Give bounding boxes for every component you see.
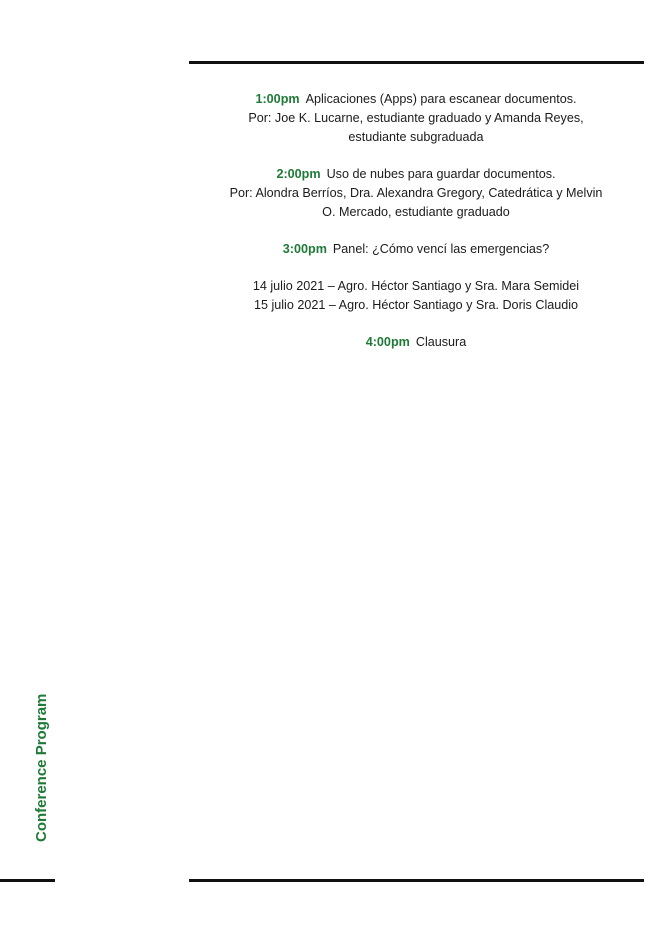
session-4-time: 4:00pm bbox=[365, 335, 410, 349]
session-4 bbox=[200, 333, 632, 352]
session-1 bbox=[200, 90, 632, 147]
session-1-time: 1:00pm bbox=[255, 92, 300, 106]
session-1-speakers-line-2: estudiante subgraduada bbox=[348, 130, 484, 144]
session-3-title: Panel: ¿Cómo vencí las emergencias? bbox=[332, 242, 550, 256]
session-2-speakers-line-2: O. Mercado, estudiante graduado bbox=[322, 205, 510, 219]
schedule-line-1: 14 julio 2021 – Agro. Héctor Santiago y Sra. Mara Semidei bbox=[252, 279, 580, 293]
session-3 bbox=[200, 240, 632, 259]
session-3-title-line bbox=[200, 240, 632, 259]
session-2 bbox=[200, 165, 632, 222]
left-bottom-divider bbox=[0, 879, 55, 882]
program-content bbox=[200, 90, 632, 370]
session-2-title-line bbox=[200, 165, 632, 184]
session-2-speakers-line-1: Por: Alondra Berríos, Dra. Alexandra Gregory, Catedrática y Melvin bbox=[229, 186, 603, 200]
session-2-title: Uso de nubes para guardar documentos. bbox=[326, 167, 556, 181]
session-1-speakers-line-1: Por: Joe K. Lucarne, estudiante graduado y Amanda Reyes, bbox=[248, 111, 584, 125]
session-4-title: Clausura bbox=[415, 335, 467, 349]
panel-schedule bbox=[200, 277, 632, 315]
session-3-time: 3:00pm bbox=[282, 242, 327, 256]
session-4-title-line bbox=[200, 333, 632, 352]
top-divider bbox=[189, 61, 644, 64]
session-1-title-line bbox=[200, 90, 632, 109]
session-2-time: 2:00pm bbox=[276, 167, 321, 181]
session-1-title: Aplicaciones (Apps) para escanear documentos. bbox=[305, 92, 577, 106]
schedule-line-2: 15 julio 2021 – Agro. Héctor Santiago y Sra. Doris Claudio bbox=[253, 298, 579, 312]
side-label-conference-program: Conference Program bbox=[33, 693, 50, 842]
bottom-divider bbox=[189, 879, 644, 882]
